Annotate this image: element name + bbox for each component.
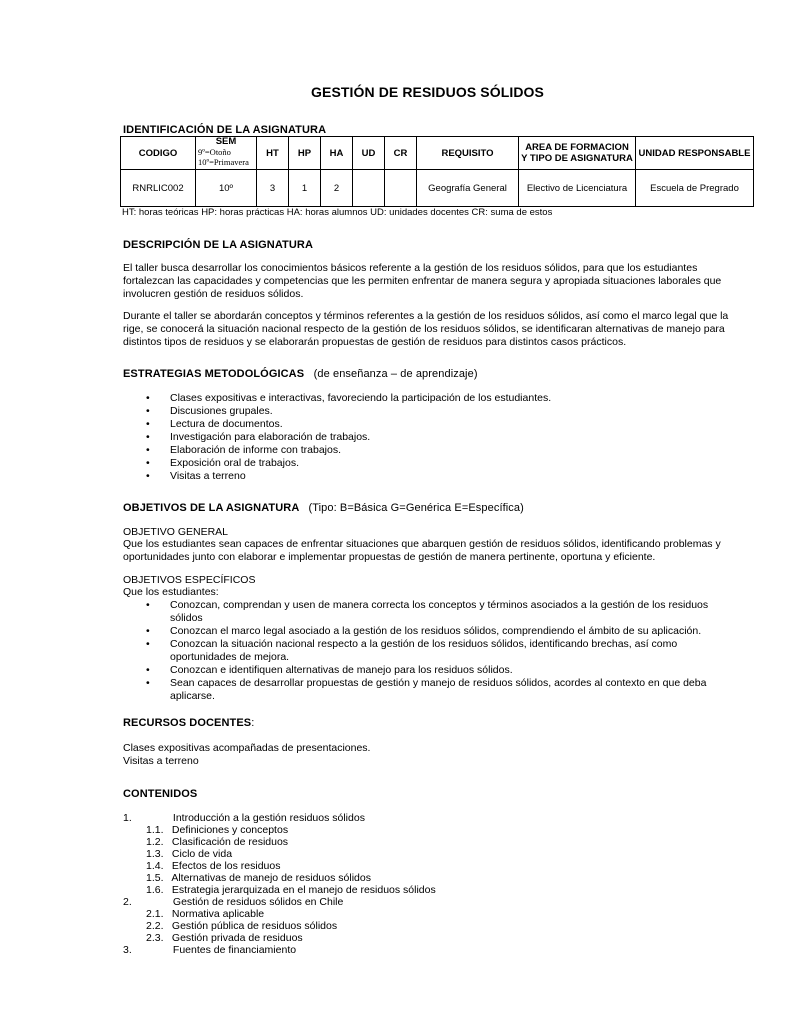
cell-unidad: Escuela de Pregrado (636, 170, 754, 207)
contents-item (0, 908, 436, 920)
list-item: • Investigación para elaboración de trabajos. (146, 431, 371, 443)
contents-item (0, 812, 436, 824)
document-title: GESTIÓN DE RESIDUOS SÓLIDOS (311, 84, 544, 100)
cell-sem: 10º (196, 170, 257, 207)
list-item: • Conozcan el marco legal asociado a la gestión de los residuos sólidos, comprendiendo el ámbito de su aplicación. (146, 625, 702, 637)
contents-item-text: Estrategia jerarquizada en el manejo de residuos sólidos (169, 884, 436, 896)
contents-item (0, 860, 436, 872)
contents-item-number: 1.1. (146, 824, 164, 836)
bullet-icon: • (146, 457, 150, 469)
identification-table (120, 136, 754, 207)
list-item: • Exposición oral de trabajos. (146, 457, 299, 469)
general-objective-text: Que los estudiantes sean capaces de enfrentar situaciones que abarquen gestión de residuos sólidos, identificando problemas y oportunidades junto con elaborar e implementar propuestas de gestión de manera pertinente, oportuna y eficiente. (123, 538, 721, 563)
contents-item-text: Normativa aplicable (169, 908, 265, 920)
header-ud: UD (353, 137, 385, 170)
contents-item (0, 848, 436, 860)
specific-objectives-label: OBJETIVOS ESPECÍFICOS (123, 574, 256, 586)
contents-item-text: Fuentes de financiamiento (170, 944, 297, 956)
contents-item-text: Ciclo de vida (169, 848, 233, 860)
contents-item (0, 920, 436, 932)
list-item: • Elaboración de informe con trabajos. (146, 444, 342, 456)
header-area: AREA DE FORMACION Y TIPO DE ASIGNATURA (519, 137, 636, 170)
list-item: • Conozcan la situación nacional respecto a la gestión de los residuos sólidos, identificando brechas, así como oportunidades de mejora. (146, 638, 678, 663)
contents-item-number: 2. (123, 896, 132, 908)
strategies-heading (123, 368, 478, 380)
cell-area: Electivo de Licenciatura (519, 170, 636, 207)
bullet-icon: • (146, 392, 150, 404)
cell-hp: 1 (289, 170, 321, 207)
table-header-row (121, 137, 754, 170)
header-sem-primavera: 10º=Primavera (198, 157, 249, 167)
contents-item-number: 1.5. (146, 872, 164, 884)
bullet-icon: • (146, 664, 150, 676)
bullet-icon: • (146, 444, 150, 456)
contents-item (0, 836, 436, 848)
contents-item-number: 2.3. (146, 932, 164, 944)
header-cr: CR (385, 137, 417, 170)
list-item: • Conozcan, comprendan y usen de manera correcta los conceptos y términos asociados a la gestión de los residuos sólidos (146, 599, 709, 624)
header-hp: HP (289, 137, 321, 170)
list-item: • Sean capaces de desarrollar propuestas de gestión y manejo de residuos sólidos, acordes al contexto en que deba aplicarse. (146, 677, 707, 702)
general-objective-label: OBJETIVO GENERAL (123, 526, 229, 538)
list-item: • Conozcan e identifiquen alternativas de manejo para los residuos sólidos. (146, 664, 513, 676)
contents-heading: CONTENIDOS (123, 788, 198, 800)
list-item: • Visitas a terreno (146, 470, 246, 482)
description-paragraph-1: El taller busca desarrollar los conocimientos básicos referente a la gestión de los residuos sólidos, para que los estudiantes fortalezcan las capacidades y competencias que les permiten enfrentar de manera segura y apropiada situaciones laborales que involucren gestión de residuos sólidos. (123, 262, 722, 300)
header-sem-otono: 9º=Otoño (198, 147, 231, 157)
strategies-list (0, 392, 551, 483)
contents-item-text: Alternativas de manejo de residuos sólidos (169, 872, 371, 884)
contents-item (0, 872, 436, 884)
contents-item (0, 944, 436, 956)
cell-ud (353, 170, 385, 207)
bullet-icon: • (146, 625, 150, 637)
contents-list (0, 812, 436, 956)
description-heading: DESCRIPCIÓN DE LA ASIGNATURA (123, 239, 314, 251)
specific-objectives-list (0, 599, 725, 703)
header-requisito: REQUISITO (417, 137, 519, 170)
objectives-heading (123, 502, 524, 514)
bullet-icon: • (146, 431, 150, 443)
header-unidad: UNIDAD RESPONSABLE (636, 137, 754, 170)
objectives-heading-text: OBJETIVOS DE LA ASIGNATURA (123, 502, 299, 514)
contents-item-number: 1.4. (146, 860, 164, 872)
contents-item-number: 1.6. (146, 884, 164, 896)
resources-heading (123, 717, 254, 729)
objectives-heading-sub: (Tipo: B=Básica G=Genérica E=Específica) (308, 502, 524, 514)
contents-item-text: Gestión de residuos sólidos en Chile (170, 896, 344, 908)
contents-item (0, 884, 436, 896)
header-sem-label: SEM (215, 136, 237, 147)
list-item: • Clases expositivas e interactivas, favoreciendo la participación de los estudiantes. (146, 392, 552, 404)
cell-ha: 2 (321, 170, 353, 207)
contents-item (0, 824, 436, 836)
description-paragraph-2: Durante el taller se abordarán conceptos y términos referentes a la gestión de los residuos sólidos, así como el marco legal que la rige, se conocerá la situación nacional respecto de la gestión de los residuos sólidos, se identificaran alternativas de manejo para distintos tipos de residuos y se elaborarán propuestas de gestión de residuos para distintos casos prácticos. (123, 310, 729, 348)
cell-codigo: RNRLIC002 (121, 170, 196, 207)
contents-item-number: 1.2. (146, 836, 164, 848)
resources-heading-colon: : (251, 717, 255, 729)
contents-item-text: Clasificación de residuos (169, 836, 289, 848)
contents-item (0, 932, 436, 944)
header-ht: HT (257, 137, 289, 170)
resources-heading-text: RECURSOS DOCENTES (123, 717, 252, 729)
bullet-icon: • (146, 599, 150, 611)
contents-item-text: Definiciones y conceptos (169, 824, 289, 836)
bullet-icon: • (146, 405, 150, 417)
cell-ht: 3 (257, 170, 289, 207)
list-item: • Lectura de documentos. (146, 418, 283, 430)
contents-item-number: 3. (123, 944, 132, 956)
header-sem (196, 137, 257, 170)
contents-item-text: Gestión privada de residuos (169, 932, 303, 944)
cell-requisito: Geografía General (417, 170, 519, 207)
contents-item-number: 1. (123, 812, 132, 824)
bullet-icon: • (146, 470, 150, 482)
list-item: • Discusiones grupales. (146, 405, 273, 417)
bullet-icon: • (146, 638, 150, 650)
contents-item (0, 896, 436, 908)
resources-line-2: Visitas a terreno (123, 755, 199, 767)
table-legend: HT: horas teóricas HP: horas prácticas HA: horas alumnos UD: unidades docentes CR: suma de estos (122, 207, 553, 218)
specific-objectives-intro: Que los estudiantes: (123, 586, 219, 598)
identification-heading: IDENTIFICACIÓN DE LA ASIGNATURA (123, 124, 327, 136)
contents-item-text: Gestión pública de residuos sólidos (169, 920, 338, 932)
table-row (121, 170, 754, 207)
contents-item-text: Introducción a la gestión residuos sólidos (170, 812, 365, 824)
contents-item-number: 2.2. (146, 920, 164, 932)
cell-cr (385, 170, 417, 207)
header-codigo: CODIGO (121, 137, 196, 170)
header-ha: HA (321, 137, 353, 170)
contents-item-number: 2.1. (146, 908, 164, 920)
contents-item-text: Efectos de los residuos (169, 860, 281, 872)
strategies-heading-sub: (de enseñanza – de aprendizaje) (313, 368, 478, 380)
bullet-icon: • (146, 418, 150, 430)
strategies-heading-text: ESTRATEGIAS METODOLÓGICAS (123, 368, 305, 380)
contents-item-number: 1.3. (146, 848, 164, 860)
resources-line-1: Clases expositivas acompañadas de presentaciones. (123, 742, 371, 754)
bullet-icon: • (146, 677, 150, 689)
